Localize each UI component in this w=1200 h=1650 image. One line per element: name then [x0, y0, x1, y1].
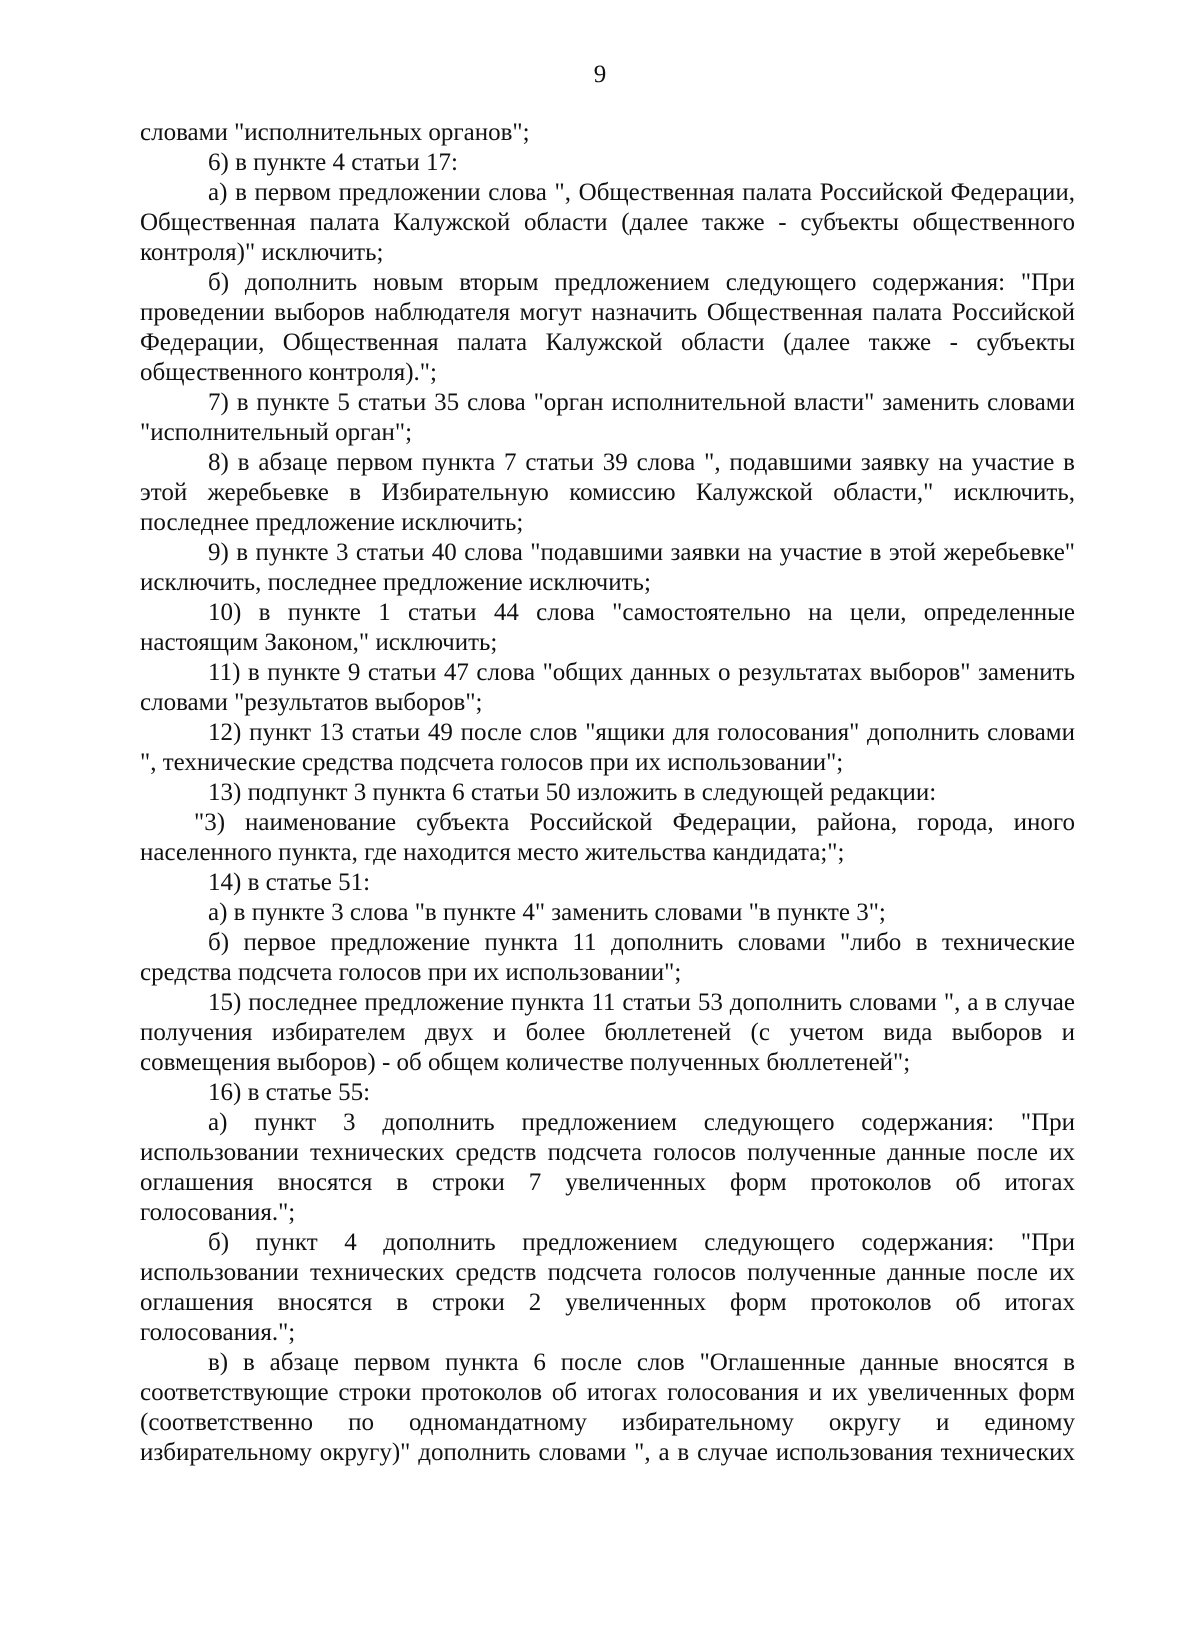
paragraph-item-9: 9) в пункте 3 статьи 40 слова "подавшими заявки на участие в этой жеребьевке" исключить, последнее предложение исключить; — [140, 539, 1075, 596]
paragraph-item-16b: б) пункт 4 дополнить предложением следующего содержания: "При использовании технических средств подсчета голосов полученные данные после их оглашения вносятся в строки 2 увеличенных форм протоколов об итогах голосования."; — [140, 1229, 1075, 1346]
paragraph-item-13-quote: "3) наименование субъекта Российской Федерации, района, города, иного населенного пункта, где находится место жительства кандидата;"; — [140, 809, 1075, 866]
paragraph-item-14b: б) первое предложение пункта 11 дополнить словами "либо в технические средства подсчета голосов при их использовании"; — [140, 929, 1075, 986]
paragraph-continuation: словами "исполнительных органов"; — [140, 119, 530, 146]
paragraph-item-7: 7) в пункте 5 статьи 35 слова "орган исполнительной власти" заменить словами "исполнительный орган"; — [140, 389, 1075, 446]
paragraph-item-10: 10) в пункте 1 статьи 44 слова "самостоятельно на цели, определенные настоящим Законом," исключить; — [140, 599, 1075, 656]
paragraph-item-11: 11) в пункте 9 статьи 47 слова "общих данных о результатах выборов" заменить словами "результатов выборов"; — [140, 659, 1075, 716]
page-number: 9 — [593, 61, 607, 88]
paragraph-item-14a: а) в пункте 3 слова "в пункте 4" заменить словами "в пункте 3"; — [208, 899, 886, 926]
paragraph-item-13: 13) подпункт 3 пункта 6 статьи 50 изложить в следующей редакции: — [208, 779, 937, 806]
paragraph-item-6: 6) в пункте 4 статьи 17: — [208, 149, 458, 176]
paragraph-item-16v: в) в абзаце первом пункта 6 после слов "Оглашенные данные вносятся в соответствующие строки протоколов об итогах голосования и их увеличенных форм (соответственно по одномандатному избирательному округу и единому избирательному округу)" дополнить словами ", а в случае использования технических — [140, 1349, 1075, 1466]
paragraph-item-8: 8) в абзаце первом пункта 7 статьи 39 слова ", подавшими заявку на участие в этой жеребьевке в Избирательную комиссию Калужской области," исключить, последнее предложение исключить; — [140, 449, 1075, 536]
document-body — [140, 118, 1075, 1468]
paragraph-item-12: 12) пункт 13 статьи 49 после слов "ящики для голосования" дополнить словами ", технические средства подсчета голосов при их использовании"; — [140, 719, 1075, 776]
paragraph-item-14: 14) в статье 51: — [208, 869, 371, 896]
paragraph-item-15: 15) последнее предложение пункта 11 статьи 53 дополнить словами ", а в случае получения избирателем двух и более бюллетеней (с учетом вида выборов и совмещения выборов) - об общем количестве полученных бюллетеней"; — [140, 989, 1075, 1076]
paragraph-item-6a: а) в первом предложении слова ", Общественная палата Российской Федерации, Общественная палата Калужской области (далее также - субъекты общественного контроля)" исключить; — [140, 179, 1075, 266]
paragraph-item-16: 16) в статье 55: — [208, 1079, 371, 1106]
paragraph-item-16a: а) пункт 3 дополнить предложением следующего содержания: "При использовании технических средств подсчета голосов полученные данные после их оглашения вносятся в строки 7 увеличенных форм протоколов об итогах голосования."; — [140, 1109, 1075, 1226]
paragraph-item-6b: б) дополнить новым вторым предложением следующего содержания: "При проведении выборов наблюдателя могут назначить Общественная палата Российской Федерации, Общественная палата Калужской области (далее также - субъекты общественного контроля)."; — [140, 269, 1075, 386]
